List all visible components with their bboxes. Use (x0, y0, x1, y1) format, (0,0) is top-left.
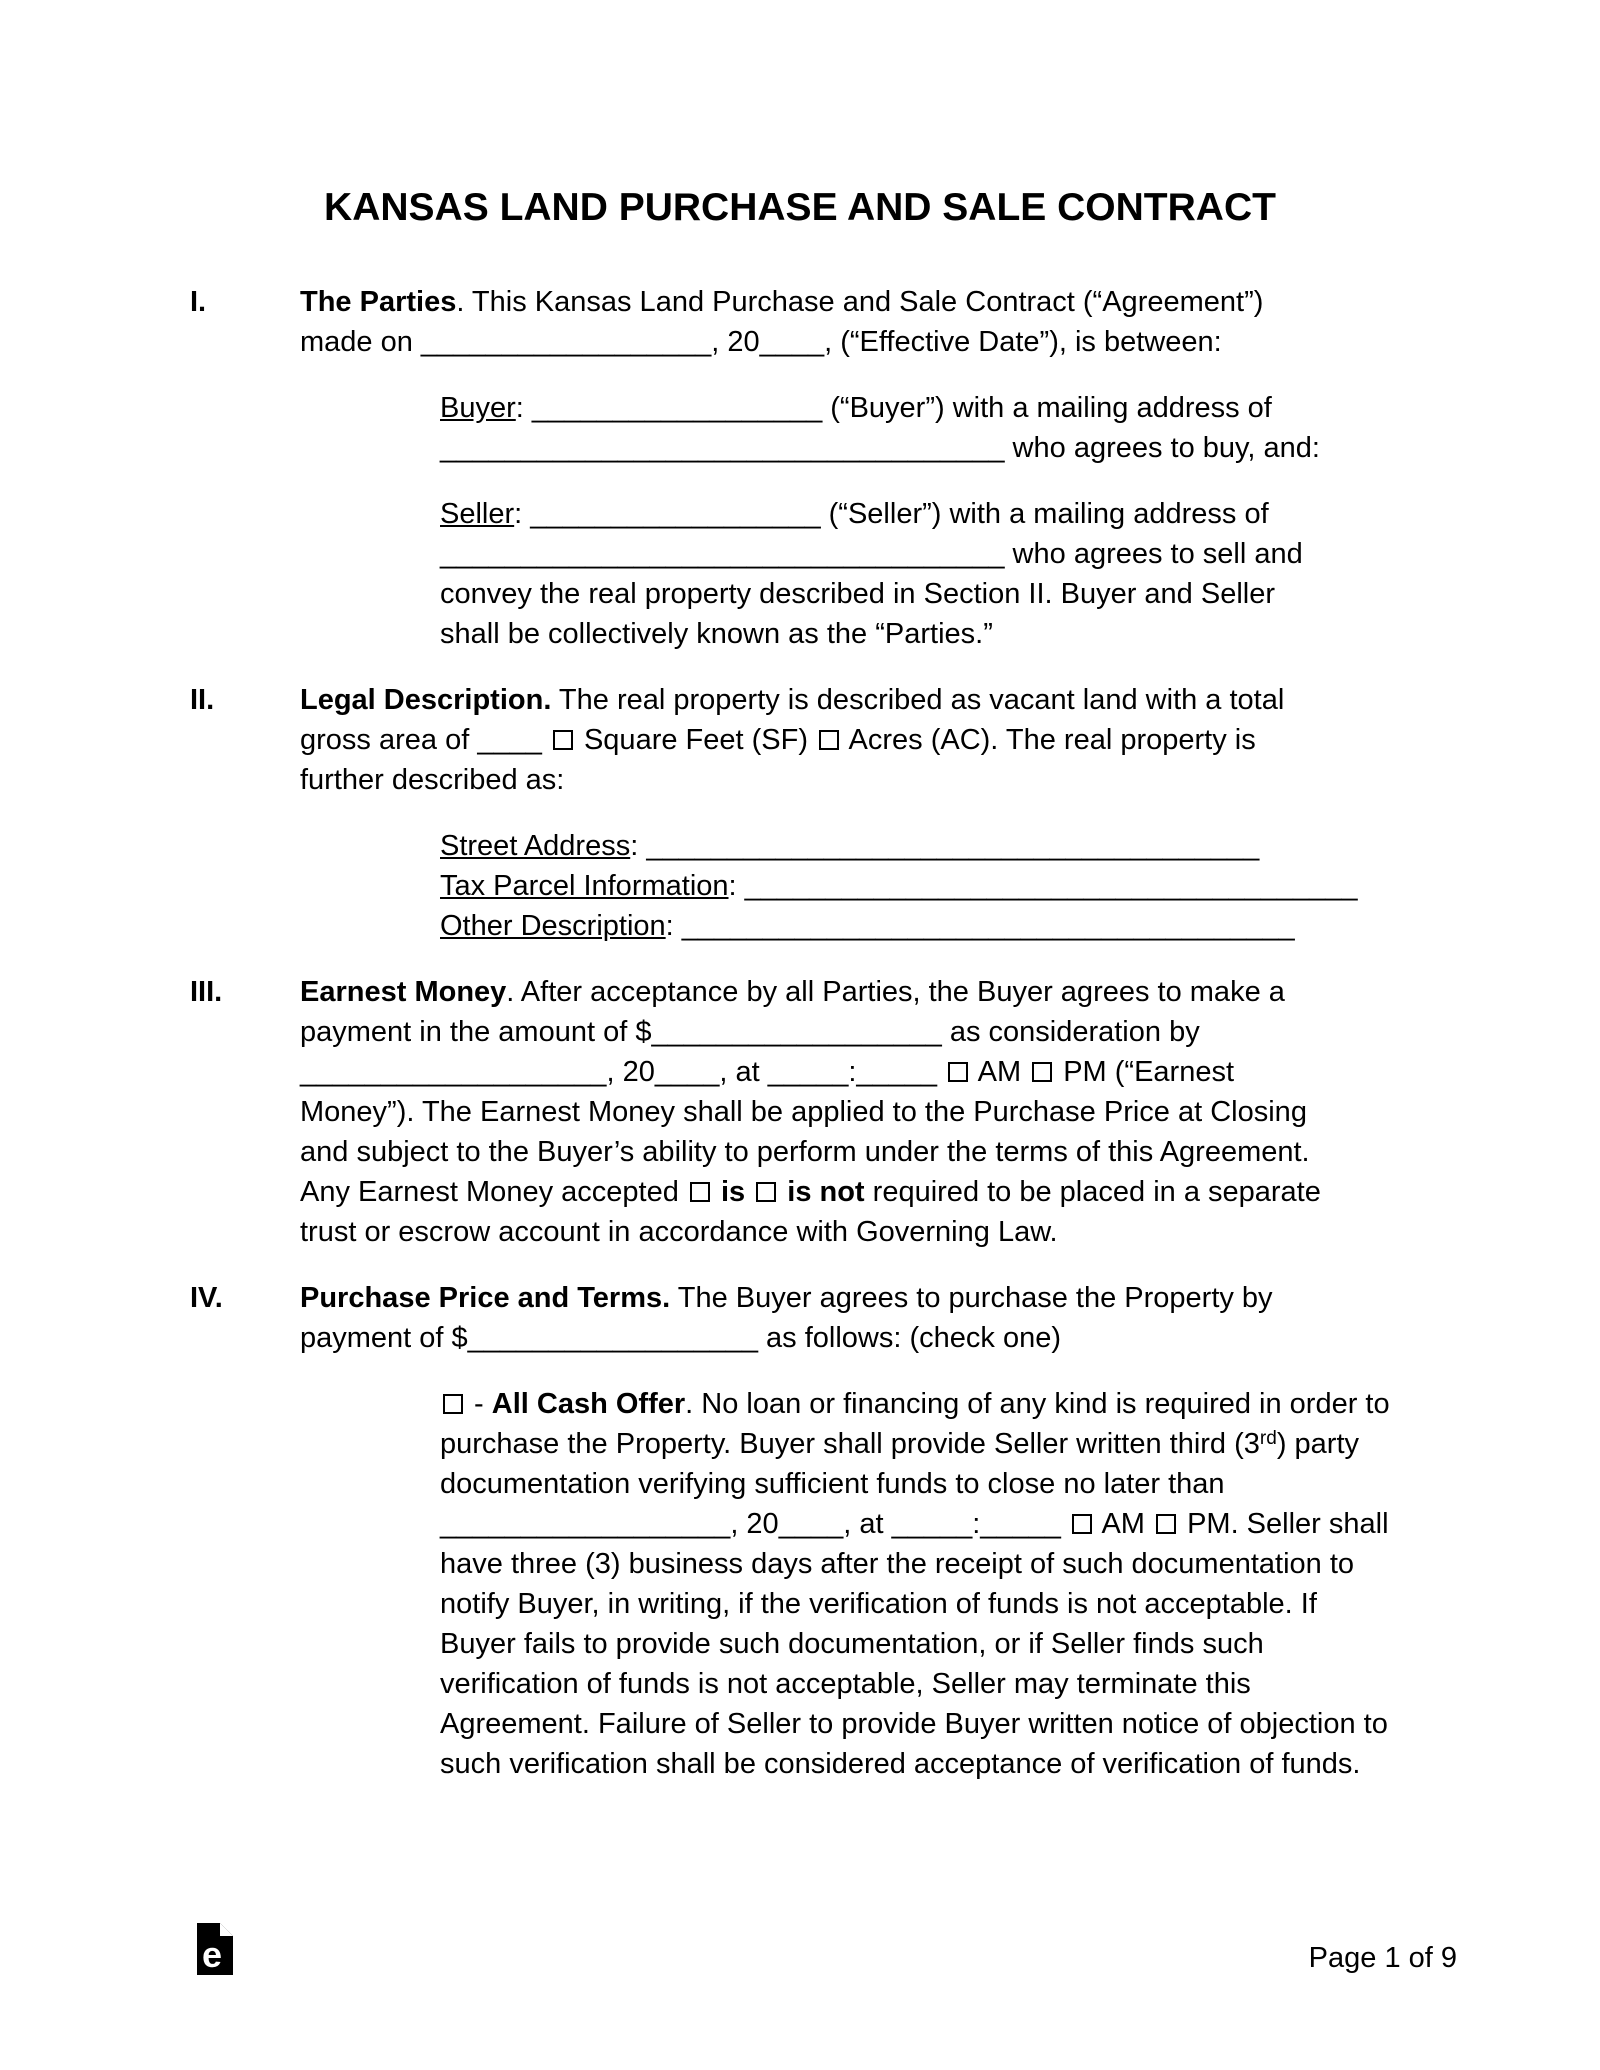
text-run: Buyer (440, 392, 516, 424)
property-description-fields (440, 826, 1420, 946)
text-line (440, 866, 1420, 906)
text-run: verification of funds is not acceptable, Seller may terminate this (440, 1668, 1251, 1700)
text-run: Agreement. Failure of Seller to provide Buyer written notice of objection to (440, 1708, 1388, 1740)
blank-field[interactable]: ____ (759, 326, 825, 358)
text-line (300, 680, 1418, 720)
text-line (440, 428, 1420, 468)
blank-field[interactable]: ____ (654, 1056, 720, 1088)
text-run: (“Seller”) with a mailing address of (820, 498, 1269, 530)
text-line (300, 1092, 1418, 1132)
text-run: is not (787, 1176, 865, 1208)
text-run: : (514, 498, 531, 530)
text-run: Money”). The Earnest Money shall be applied to the Purchase Price at Closing (300, 1096, 1307, 1128)
checkbox-icon[interactable] (948, 1062, 968, 1082)
text-run: . This Kansas Land Purchase and Sale Contract (“Agreement”) (456, 286, 1264, 318)
text-run: and subject to the Buyer’s ability to perform under the terms of this Agreement. (300, 1136, 1310, 1168)
text-line (300, 1172, 1418, 1212)
text-line (440, 1424, 1420, 1464)
text-run: Square Feet (SF) (575, 724, 817, 756)
text-run: Seller (440, 498, 515, 530)
text-run: : (728, 870, 745, 902)
text-run: : (630, 830, 647, 862)
text-run: , (“Effective Date”), is between: (824, 326, 1222, 358)
text-line (440, 1464, 1420, 1504)
eforms-logo-icon (197, 1923, 233, 1975)
section-number: III. (190, 976, 223, 1008)
section-body (300, 282, 1418, 362)
logo-letter: e (202, 1934, 223, 1975)
text-run: , at (719, 1056, 768, 1088)
text-run: notify Buyer, in writing, if the verification of funds is not acceptable. If (440, 1588, 1317, 1620)
text-line (440, 494, 1420, 534)
section-body (300, 1278, 1418, 1358)
text-run: Legal Description. (300, 684, 552, 716)
text-run: such verification shall be considered acceptance of verification of funds. (440, 1748, 1361, 1780)
section-number: II. (190, 684, 215, 716)
text-line (300, 720, 1418, 760)
text-line (440, 1704, 1420, 1744)
text-run: made on (300, 326, 421, 358)
checkbox-icon[interactable] (1072, 1514, 1092, 1534)
text-run: Buyer fails to provide such documentation, or if Seller finds such (440, 1628, 1264, 1660)
text-run: as consideration by (941, 1016, 1200, 1048)
page-number: Page 1 of 9 (1308, 1942, 1457, 1974)
text-line (440, 614, 1420, 654)
blank-field[interactable]: ___________________________________ (440, 432, 1005, 464)
text-run: All Cash Offer (491, 1388, 686, 1420)
blank-field[interactable]: __________________ (651, 1016, 942, 1048)
text-line (440, 1384, 1420, 1424)
document-title: KANSAS LAND PURCHASE AND SALE CONTRACT (324, 186, 1276, 229)
text-line (300, 1052, 1418, 1092)
text-line (440, 1624, 1420, 1664)
text-line (300, 322, 1418, 362)
checkbox-icon[interactable] (1032, 1062, 1052, 1082)
checkbox-icon[interactable] (1156, 1514, 1176, 1534)
text-line (300, 972, 1418, 1012)
text-line (440, 574, 1420, 614)
seller-paragraph (440, 494, 1420, 654)
text-run: Any Earnest Money accepted (300, 1176, 687, 1208)
blank-field[interactable]: _____ (980, 1508, 1061, 1540)
blank-field[interactable]: ______________________________________ (646, 830, 1260, 862)
checkbox-icon[interactable] (690, 1182, 710, 1202)
blank-field[interactable]: __________________ (420, 326, 712, 358)
section-legal-description (190, 680, 1600, 800)
text-line (300, 1132, 1418, 1172)
blank-field[interactable]: ___________________ (300, 1056, 607, 1088)
text-line (440, 826, 1420, 866)
text-run: as follows: (check one) (757, 1322, 1061, 1354)
text-line (300, 760, 1418, 800)
text-line (440, 1584, 1420, 1624)
blank-field[interactable]: ______________________________________ (681, 910, 1295, 942)
text-run: : (848, 1056, 857, 1088)
blank-field[interactable]: ____ (477, 724, 542, 756)
text-run: ) party (1276, 1428, 1359, 1460)
text-run: : (665, 910, 682, 942)
text-run: The Buyer agrees to purchase the Property by (670, 1282, 1273, 1314)
text-run: Purchase Price and Terms. (300, 1282, 671, 1314)
blank-field[interactable]: ___________________________________ (440, 538, 1005, 570)
text-run: PM. Seller shall (1179, 1508, 1389, 1540)
text-line (440, 534, 1420, 574)
text-run: . No loan or financing of any kind is required in order to (685, 1388, 1390, 1420)
text-run: Acres (AC). The real property is (842, 724, 1256, 756)
text-run (713, 1176, 721, 1208)
checkbox-icon[interactable] (756, 1182, 776, 1202)
text-run: trust or escrow account in accordance with Governing Law. (300, 1216, 1058, 1248)
checkbox-icon[interactable] (819, 730, 839, 750)
text-run: AM (971, 1056, 1030, 1088)
blank-field[interactable]: ______________________________________ (744, 870, 1358, 902)
section-purchase-price-and-terms (190, 1278, 1600, 1358)
blank-field[interactable]: _____ (856, 1056, 938, 1088)
text-run (937, 1056, 945, 1088)
text-run: - (466, 1388, 492, 1420)
text-run: , at (843, 1508, 892, 1540)
section-body (300, 972, 1418, 1252)
text-run: PM (“Earnest (1055, 1056, 1235, 1088)
text-run: , 20 (606, 1056, 655, 1088)
text-line (440, 1744, 1420, 1784)
text-run: Other Description (440, 910, 666, 942)
blank-field[interactable]: __________________ (531, 392, 823, 424)
text-line (440, 1664, 1420, 1704)
blank-field[interactable]: __________________ (467, 1322, 758, 1354)
text-run: payment in the amount of $ (300, 1016, 652, 1048)
text-run: purchase the Property. Buyer shall provide Seller written third (3 (440, 1428, 1260, 1460)
text-run: Street Address (440, 830, 631, 862)
blank-field[interactable]: _____ (891, 1508, 973, 1540)
text-run: payment of $ (300, 1322, 468, 1354)
text-run: The real property is described as vacant land with a total (551, 684, 1285, 716)
text-run: , 20 (711, 326, 760, 358)
text-run: . After acceptance by all Parties, the Buyer agrees to make a (506, 976, 1285, 1008)
text-run: gross area of (300, 724, 478, 756)
blank-field[interactable]: __________________ (530, 498, 821, 530)
text-run: Earnest Money (300, 976, 507, 1008)
text-run: AM (1095, 1508, 1154, 1540)
buyer-paragraph (440, 388, 1420, 468)
text-line (300, 1278, 1418, 1318)
text-run: further described as: (300, 764, 565, 796)
text-run: : (515, 392, 532, 424)
text-run: have three (3) business days after the receipt of such documentation to (440, 1548, 1355, 1580)
blank-field[interactable]: _____ (767, 1056, 849, 1088)
text-run: documentation verifying sufficient funds to close no later than (440, 1468, 1225, 1500)
text-run: is (720, 1176, 746, 1208)
text-run (745, 1176, 753, 1208)
checkbox-icon[interactable] (443, 1394, 463, 1414)
text-run: required to be placed in a separate (864, 1176, 1321, 1208)
text-run: (“Buyer”) with a mailing address of (822, 392, 1272, 424)
text-run (542, 724, 550, 756)
text-run: convey the real property described in Section II. Buyer and Seller (440, 578, 1276, 610)
section-earnest-money (190, 972, 1600, 1252)
text-line (300, 1318, 1418, 1358)
text-line (440, 906, 1420, 946)
checkbox-icon[interactable] (553, 730, 573, 750)
text-run: Tax Parcel Information (440, 870, 729, 902)
text-run: : (972, 1508, 981, 1540)
section-number: I. (190, 286, 207, 318)
text-line (300, 1012, 1418, 1052)
blank-field[interactable]: __________________ (440, 1508, 731, 1540)
text-line (440, 1544, 1420, 1584)
text-run (1061, 1508, 1069, 1540)
text-line (440, 1504, 1420, 1544)
text-run: who agrees to sell and (1004, 538, 1303, 570)
text-line (440, 388, 1420, 428)
section-number: IV. (190, 1282, 223, 1314)
section-the-parties (190, 282, 1600, 362)
section-body (300, 680, 1418, 800)
text-run: , 20 (730, 1508, 779, 1540)
text-run: who agrees to buy, and: (1004, 432, 1320, 464)
text-run: The Parties (300, 286, 457, 318)
text-line (300, 1212, 1418, 1252)
text-run: shall be collectively known as the “Parties.” (440, 618, 993, 650)
blank-field[interactable]: ____ (778, 1508, 844, 1540)
text-run: rd (1259, 1428, 1277, 1449)
all-cash-offer-paragraph (440, 1384, 1420, 1784)
text-line (300, 282, 1418, 322)
